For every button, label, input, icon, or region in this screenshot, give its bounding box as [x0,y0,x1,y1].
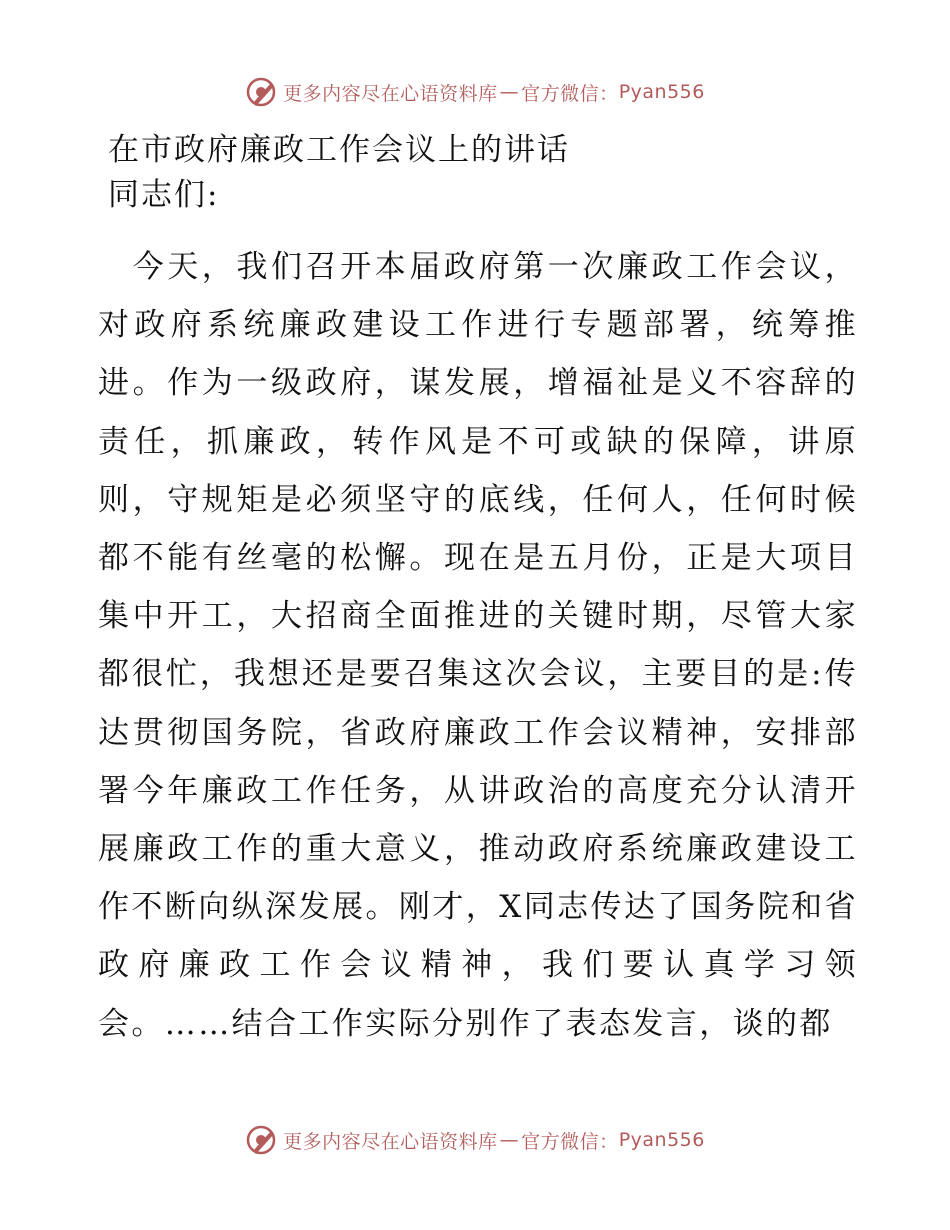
header-watermark [0,72,950,112]
banner-separator: — [499,1129,520,1151]
greeting: 同志们: [108,177,220,213]
body-paragraph-text: 今天，我们召开本届政府第一次廉政工作会议，对政府系统廉政建设工作进行专题部署，统筹推进。作为一级政府，谋发展，增福祉是义不容辞的责任，抓廉政，转作风是不可或缺的保障，讲原则，守规矩是必须坚守的底线，任何人，任何时候都不能有丝毫的松懈。现在是五月份，正是大项目集中开工，大招商全面推进的关键时期，尽管大家都很忙，我想还是要召集这次会议，主要目的是:传达贯彻国务院，省政府廉政工作会议精神，安排部署今年廉政工作任务，从讲政治的高度充分认清开展廉政工作的重大意义，推动政府系统廉政建设工作不断向纵深发展。刚才，X同志传达了国务院和省政府廉政工作会议精神，我们要认真学习领会。……结合工作实际分别作了表态发言，谈的都 [98,249,858,1042]
pen-logo-icon [245,75,279,109]
site-name: 更多内容尽在心语资料库 [283,1130,498,1153]
footer-watermark [0,1120,950,1160]
site-name: 更多内容尽在心语资料库 [283,82,498,105]
wechat-id: Pyan556 [618,1129,705,1151]
document-title: 在市政府廉政工作会议上的讲话 [108,132,570,168]
body-paragraph [98,238,858,1053]
wechat-id: Pyan556 [618,81,705,103]
banner-separator: — [499,81,520,103]
wechat-label: 官方微信： [521,82,619,105]
wechat-label: 官方微信： [521,1130,619,1153]
pen-logo-icon [245,1123,279,1157]
